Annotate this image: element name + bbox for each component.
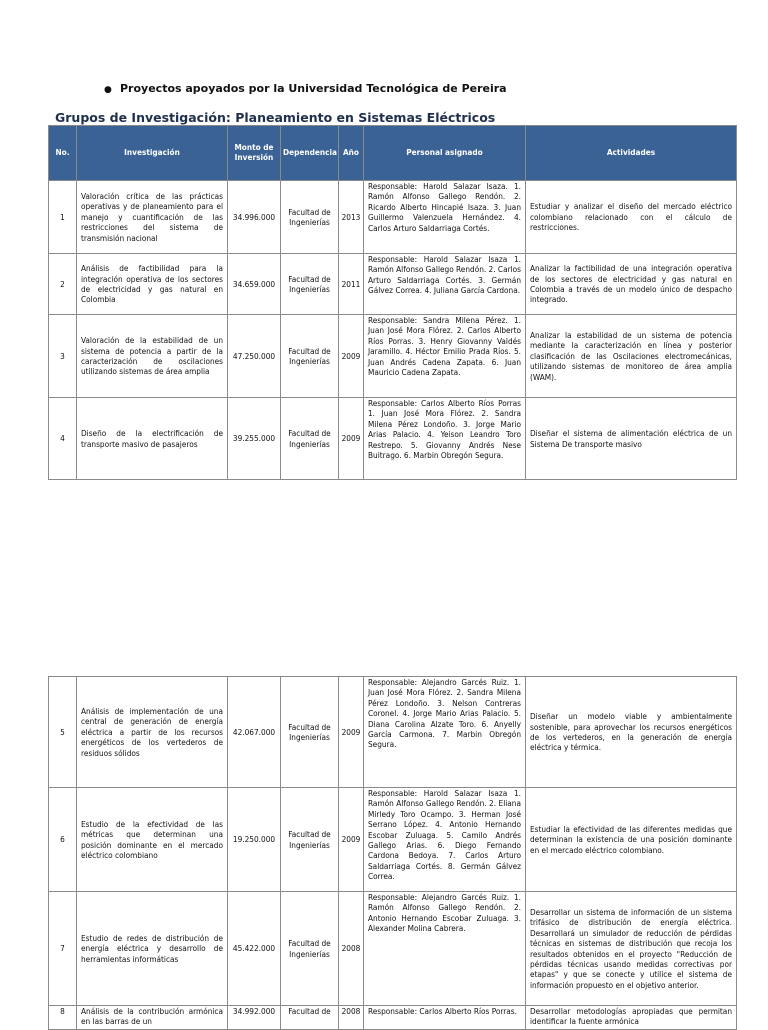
cell-investigacion: Estudio de la efectividad de las métricas que determinan una posición dominante en el mercado eléctrico colombiano <box>77 788 228 892</box>
cell-actividades: Analizar la factibilidad de una integración operativa de los sectores de electricidad y gas natural en Colombia a través de un modelo único de despacho integrado. <box>526 254 737 315</box>
cell-monto: 47.250.000 <box>228 315 281 398</box>
cell-monto: 34.659.000 <box>228 254 281 315</box>
header-personal: Personal asignado <box>364 126 526 181</box>
table-row <box>49 677 737 788</box>
section-title: Grupos de Investigación: Planeamiento en Sistemas Eléctricos <box>55 110 496 125</box>
cell-monto: 34.992.000 <box>228 1006 281 1030</box>
cell-personal: Responsable: Alejandro Garcés Ruiz. 1. Ramón Alfonso Gallego Rendón. 2. Antonio Hernando Escobar Zuluaga. 3. Alexander Molina Cabrera. <box>364 892 526 1006</box>
cell-anio: 2011 <box>339 254 364 315</box>
cell-actividades: Analizar la estabilidad de un sistema de potencia mediante la caracterización en línea y posterior clasificación de las Oscilaciones electromecánicas, utilizando sistemas de monitoreo de área amplia (WAM). <box>526 315 737 398</box>
cell-no: 7 <box>49 892 77 1006</box>
cell-investigacion: Diseño de la electrificación de transporte masivo de pasajeros <box>77 398 228 480</box>
cell-anio: 2009 <box>339 788 364 892</box>
header-dependencia: Dependencia <box>281 126 339 181</box>
cell-dependencia: Facultad de Ingenierías <box>281 315 339 398</box>
cell-actividades: Estudiar la efectividad de las diferentes medidas que determinan la existencia de una posición dominante en el mercado eléctrico colombiano. <box>526 788 737 892</box>
cell-dependencia: Facultad de Ingenierías <box>281 254 339 315</box>
cell-actividades: Desarrollar metodologías apropiadas que permitan identificar la fuente armónica <box>526 1006 737 1030</box>
table-row <box>49 1006 737 1030</box>
bullet-text: Proyectos apoyados por la Universidad Tecnológica de Pereira <box>120 82 507 95</box>
cell-dependencia: Facultad de Ingenierías <box>281 892 339 1006</box>
cell-anio: 2008 <box>339 892 364 1006</box>
cell-actividades: Diseñar un modelo viable y ambientalmente sostenible, para aprovechar los recursos energéticos de los vertederos, en la generación de energía eléctrica y térmica. <box>526 677 737 788</box>
cell-anio: 2013 <box>339 181 364 254</box>
bullet-icon: ● <box>104 85 112 95</box>
cell-no: 1 <box>49 181 77 254</box>
table-header-row <box>49 126 737 181</box>
cell-anio: 2009 <box>339 315 364 398</box>
table-row <box>49 181 737 254</box>
cell-personal: Responsable: Harold Salazar Isaza. 1. Ramón Alfonso Gallego Rendón. 2. Ricardo Alberto Hincapié Isaza. 3. Juan Guillermo Valenzuela Hernández. 4. Carlos Arturo Saldarriaga Cortés. <box>364 181 526 254</box>
cell-investigacion: Valoración de la estabilidad de un sistema de potencia a partir de la caracterización de oscilaciones utilizando sistemas de área amplia <box>77 315 228 398</box>
cell-investigacion: Análisis de factibilidad para la integración operativa de los sectores de electricidad y gas natural en Colombia <box>77 254 228 315</box>
cell-no: 6 <box>49 788 77 892</box>
cell-personal: Responsable: Harold Salazar Isaza 1. Ramón Alfonso Gallego Rendón. 2. Eliana Mirledy Toro Ocampo. 3. Herman José Serrano López. 4. Antonio Hernando Escobar Zuluaga. 5. Camilo Andrés Gallego Arias. 6. Diego Fernando Cardona Bedoya. 7. Carlos Arturo Saldarriaga Cortés. 8. Germán Gálvez Correa. <box>364 788 526 892</box>
cell-dependencia: Facultad de Ingenierías <box>281 788 339 892</box>
cell-no: 4 <box>49 398 77 480</box>
cell-personal: Responsable: Carlos Alberto Ríos Porras 1. Juan José Mora Flórez. 2. Sandra Milena Pérez Londoño. 3. Jorge Mario Arias Palacio. 4. Yeison Leandro Toro Restrepo. 5. Giovanny Andrés Nese Buitrago. 6. Marbin Obregón Segura. <box>364 398 526 480</box>
table-row <box>49 398 737 480</box>
header-actividades: Actividades <box>526 126 737 181</box>
cell-monto: 39.255.000 <box>228 398 281 480</box>
cell-actividades: Desarrollar un sistema de información de un sistema trifásico de distribución de energía eléctrica. Desarrollará un simulador de reducción de pérdidas técnicas en sistemas de distribución que recoja los resultados obtenidos en el proyecto "Reducción de pérdidas técnicas usando medidas correctivas por etapas" y que se conecte y utilice el sistema de información propuesto en el objetivo anterior. <box>526 892 737 1006</box>
cell-dependencia: Facultad de <box>281 1006 339 1030</box>
cell-monto: 45.422.000 <box>228 892 281 1006</box>
cell-personal: Responsable: Alejandro Garcés Ruiz. 1. Juan José Mora Flórez. 2. Sandra Milena Pérez Londoño. 3. Nelson Contreras Coronel. 4. Jorge Mario Arias Palacio. 5. Diana Carolina Alzate Toro. 6. Anyelly García Carmona. 7. Marbin Obregón Segura. <box>364 677 526 788</box>
cell-dependencia: Facultad de Ingenierías <box>281 677 339 788</box>
header-anio: Año <box>339 126 364 181</box>
table-row <box>49 315 737 398</box>
research-table-part-2 <box>48 676 737 1030</box>
table-row <box>49 788 737 892</box>
cell-investigacion: Valoración crítica de las prácticas operativas y de planeamiento para el manejo y cuantificación de las restricciones del sistema de transmisión nacional <box>77 181 228 254</box>
cell-monto: 34.996.000 <box>228 181 281 254</box>
cell-no: 5 <box>49 677 77 788</box>
cell-dependencia: Facultad de Ingenierías <box>281 181 339 254</box>
cell-no: 3 <box>49 315 77 398</box>
bullet-item <box>104 82 507 95</box>
header-monto: Monto de Inversión <box>228 126 281 181</box>
cell-anio: 2008 <box>339 1006 364 1030</box>
cell-investigacion: Estudio de redes de distribución de energía eléctrica y desarrollo de herramientas informáticas <box>77 892 228 1006</box>
cell-monto: 42.067.000 <box>228 677 281 788</box>
table-row <box>49 892 737 1006</box>
cell-actividades: Estudiar y analizar el diseño del mercado eléctrico colombiano relacionado con el cálculo de restricciones. <box>526 181 737 254</box>
cell-no: 2 <box>49 254 77 315</box>
cell-dependencia: Facultad de Ingenierías <box>281 398 339 480</box>
cell-actividades: Diseñar el sistema de alimentación eléctrica de un Sistema De transporte masivo <box>526 398 737 480</box>
research-table-part-1 <box>48 125 737 480</box>
cell-anio: 2009 <box>339 677 364 788</box>
cell-investigacion: Análisis de implementación de una central de generación de energía eléctrica a partir de los recursos energéticos de los vertederos de residuos sólidos <box>77 677 228 788</box>
table-row <box>49 254 737 315</box>
header-investigacion: Investigación <box>77 126 228 181</box>
cell-anio: 2009 <box>339 398 364 480</box>
header-no: No. <box>49 126 77 181</box>
cell-monto: 19.250.000 <box>228 788 281 892</box>
cell-personal: Responsable: Sandra Milena Pérez. 1. Juan José Mora Flórez. 2. Carlos Alberto Ríos Porras. 3. Henry Giovanny Valdés Jaramillo. 4. Héctor Emilio Prada Ríos. 5. Juan Andrés Cadena Zapata. 6. Juan Mauricio Cadena Zapata. <box>364 315 526 398</box>
cell-investigacion: Análisis de la contribución armónica en las barras de un <box>77 1006 228 1030</box>
cell-personal: Responsable: Harold Salazar Isaza 1. Ramón Alfonso Gallego Rendón. 2. Carlos Arturo Saldarriaga Cortés. 3. Germán Gálvez Correa. 4. Juliana García Cardona. <box>364 254 526 315</box>
cell-no: 8 <box>49 1006 77 1030</box>
cell-personal: Responsable: Carlos Alberto Ríos Porras. <box>364 1006 526 1030</box>
